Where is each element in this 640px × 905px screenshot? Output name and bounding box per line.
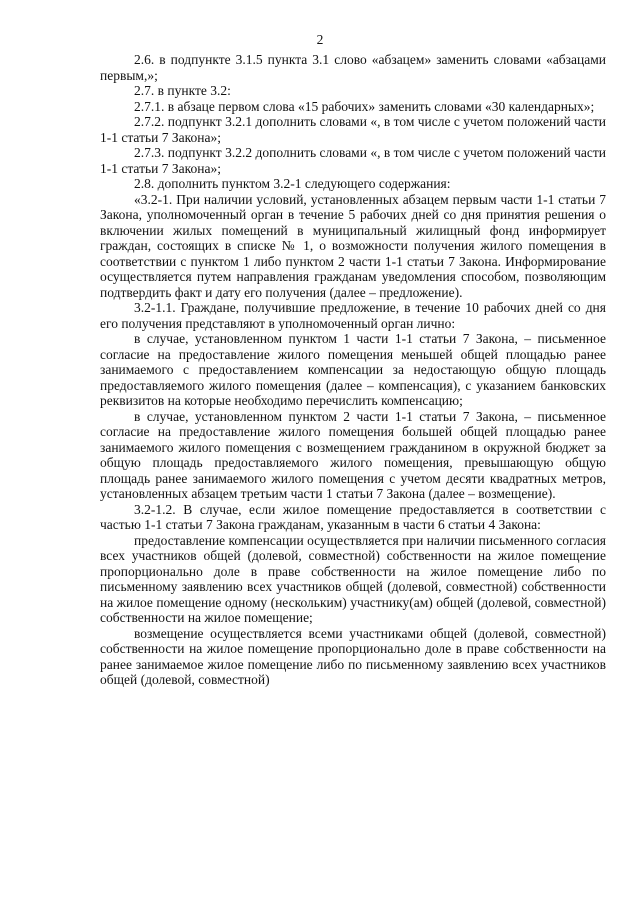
paragraph-3-2-1: «3.2-1. При наличии условий, установленных абзацем первым части 1-1 статьи 7 Закона, уполномоченный орган в течение 5 рабочих дней со дня принятия решения о включении жилых помещений в муниципальный жилищный фонд информирует граждан, состоящих в списке № 1, о возможности получения жилого помещения в соответствии с пунктом 1 либо пунктом 2 части 1-1 статьи 7 Закона. Информирование осуществляется путем направления гражданам уведомления способом, позволяющим подтвердить факт и дату его получения (далее – предложение). (100, 191, 606, 300)
paragraph-case-point-1: в случае, установленном пунктом 1 части 1-1 статьи 7 Закона, – письменное согласие на предоставление жилого помещения меньшей общей площадью ранее занимаемого с предоставлением компенсации за недостающую общую площадь предоставляемого жилого помещения (далее – компенсация), с указанием банковских реквизитов на которые необходимо перечислить компенсацию; (100, 331, 606, 408)
page-number: 2 (316, 32, 324, 47)
paragraph-compensation: предоставление компенсации осуществляется при наличии письменного согласия всех участников общей (долевой, совместной) собственности на жилое помещение пропорционально доле в праве собственности на жилое помещение либо по письменному заявлению всех участников общей (долевой, совместной) собственности на жилое помещение одному (нескольким) участнику(ам) общей (долевой, совместной) собственности на жилое помещение; (100, 532, 607, 625)
paragraph-2-7-1: 2.7.1. в абзаце первом слова «15 рабочих» заменить словами «30 календарных»; (134, 98, 595, 114)
paragraph-3-2-1-1: 3.2-1.1. Граждане, получившие предложение, в течение 10 рабочих дней со дня его получения представляют в уполномоченный орган лично: (100, 300, 606, 331)
paragraph-2-6: 2.6. в подпункте 3.1.5 пункта 3.1 слово «абзацем» заменить словами «абзацами первым,»; (100, 52, 606, 83)
paragraph-case-point-2: в случае, установленном пунктом 2 части 1-1 статьи 7 Закона, – письменное согласие на предоставление жилого помещения большей общей площадью ранее занимаемого жилого помещения с возмещением гражданином в окружной бюджет за общую площадь предоставляемого жилого помещения, превышающую общую площадь ранее занимаемого жилого помещения с учетом десяти квадратных метров, установленных абзацем третьим части 1 статьи 7 Закона (далее – возмещение). (100, 408, 606, 501)
paragraph-2-7-2: 2.7.2. подпункт 3.2.1 дополнить словами «, в том числе с учетом положений части 1-1 статьи 7 Закона»; (100, 114, 606, 145)
paragraph-3-2-1-2: 3.2-1.2. В случае, если жилое помещение предоставляется в соответствии с частью 1-1 статьи 7 Закона гражданам, указанным в части 6 статьи 4 Закона: (100, 501, 606, 532)
paragraph-2-7-3: 2.7.3. подпункт 3.2.2 дополнить словами «, в том числе с учетом положений части 1-1 статьи 7 Закона»; (100, 145, 606, 176)
paragraph-reimbursement: возмещение осуществляется всеми участниками общей (долевой, совместной) собственности на жилое помещение пропорционально доле в праве собственности на ранее занимаемое жилое помещение либо по письменному заявлению всех участников общей (долевой, совместной) (100, 625, 606, 687)
paragraph-2-7: 2.7. в пункте 3.2: (134, 83, 231, 98)
document-body (100, 52, 606, 688)
paragraph-2-8: 2.8. дополнить пунктом 3.2-1 следующего содержания: (134, 176, 451, 191)
